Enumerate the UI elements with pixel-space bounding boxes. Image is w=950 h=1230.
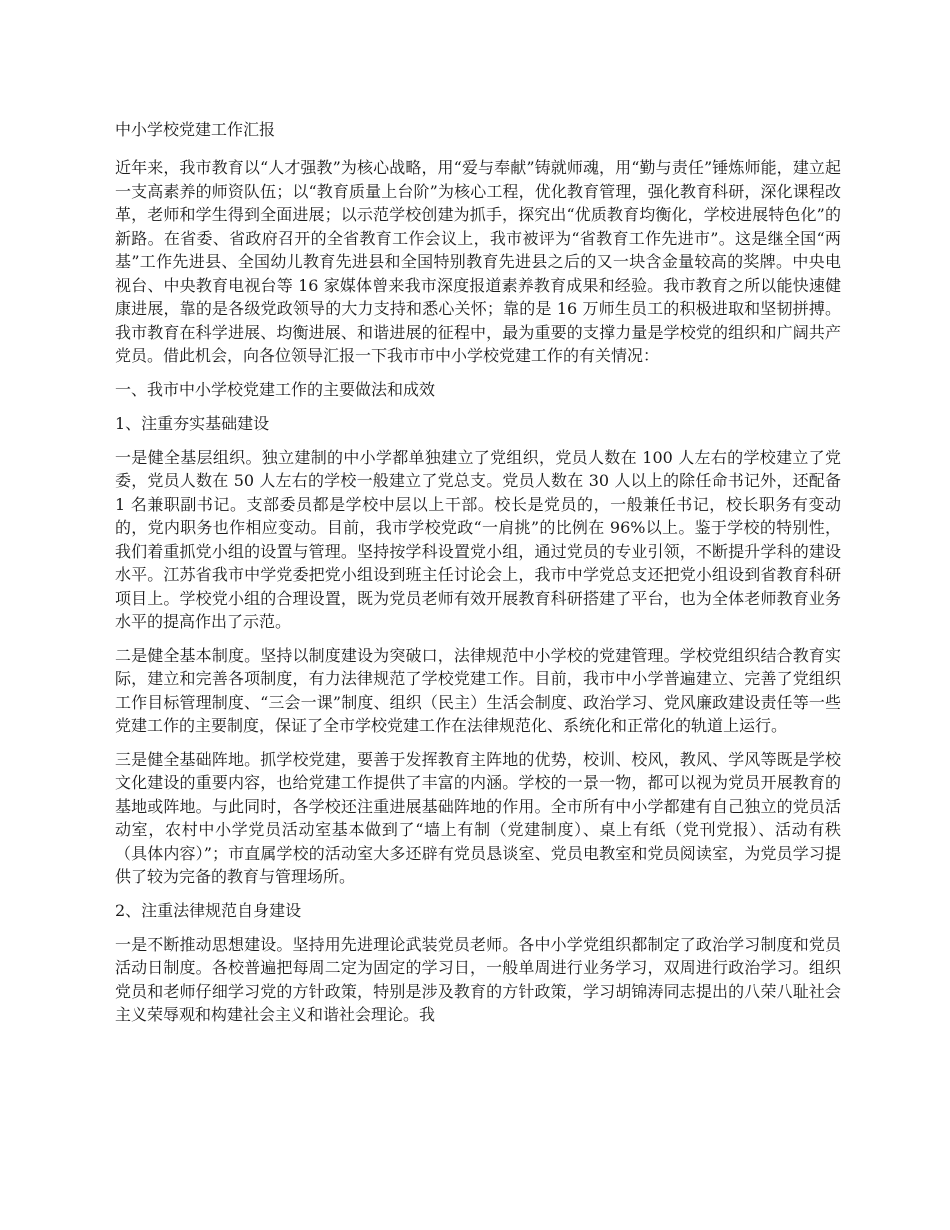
- intro-paragraph: 近年来，我市教育以“人才强教”为核心战略，用“爱与奉献”铸就师魂，用“勤与责任”锤炼师能，建立起一支高素养的师资队伍；以“教育质量上台阶”为核心工程，优化教育管理，强化教育科研，深化课程改革，老师和学生得到全面进展；以示范学校创建为抓手，探究出“优质教育均衡化，学校进展特色化”的新路。在省委、省政府召开的全省教育工作会议上，我市被评为“省教育工作先进市”。这是继全国“两基”工作先进县、全国幼儿教育先进县和全国特别教育先进县之后的又一块含金量较高的奖牌。中央电视台、中央教育电视台等 16 家媒体曾来我市深度报道素养教育成果和经验。我市教育之所以能快速健康进展，靠的是各级党政领导的大力支持和悉心关怀；靠的是 16 万师生员工的积极进取和坚韧拼搏。我市教育在科学进展、均衡进展、和谐进展的征程中，最为重要的支撑力量是学校党的组织和广阔共产党员。借此机会，向各位领导汇报一下我市市中小学校党建工作的有关情况：: [115, 158, 841, 365]
- document-page: [115, 118, 841, 1037]
- paragraph-ideological-building: 一是不断推动思想建设。坚持用先进理论武装党员老师。各中小学党组织都制定了政治学习制度和党员活动日制度。各校普遍把每周二定为固定的学习日，一般单周进行业务学习，双周进行政治学习。组织党员和老师仔细学习党的方针政策，特别是涉及教育的方针政策，学习胡锦涛同志提出的八荣八耻社会主义荣辱观和构建社会主义和谐社会理论。我: [115, 934, 841, 1024]
- document-title: 中小学校党建工作汇报: [115, 120, 276, 139]
- subsection-heading-2: 2、注重法律规范自身建设: [115, 900, 302, 920]
- paragraph-basic-organization: 一是健全基层组织。独立建制的中小学都单独建立了党组织，党员人数在 100 人左右的学校建立了党委，党员人数在 50 人左右的学校一般建立了党总支。党员人数在 30 人以上的除任命书记外，还配备 1 名兼职副书记。支部委员都是学校中层以上干部。校长是党员的，一般兼任书记，校长职务有变动的，党内职务也作相应变动。目前，我市学校党政“一肩挑”的比例在 96%以上。鉴于学校的特别性，我们着重抓党小组的设置与管理。坚持按学科设置党小组，通过党员的专业引领，不断提升学科的建设水平。江苏省我市中学党委把党小组设到班主任讨论会上，我市中学党总支还把党小组设到省教育科研项目上。学校党小组的合理设置，既为党员老师有效开展教育科研搭建了平台，也为全体老师教育业务水平的提高作出了示范。: [115, 447, 841, 631]
- subsection-heading-1: 1、注重夯实基础建设: [115, 413, 270, 433]
- section-heading-1: 一、我市中小学校党建工作的主要做法和成效: [115, 379, 436, 399]
- paragraph-basic-system: 二是健全基本制度。坚持以制度建设为突破口，法律规范中小学校的党建管理。学校党组织结合教育实际，建立和完善各项制度，有力法律规范了学校党建工作。目前，我市中小学普遍建立、完善了党组织工作目标管理制度、“三会一课”制度、组织（民主）生活会制度、政治学习、党风廉政建设责任等一些党建工作的主要制度，保证了全市学校党建工作在法律规范化、系统化和正常化的轨道上运行。: [115, 645, 841, 735]
- paragraph-basic-position: 三是健全基础阵地。抓学校党建，要善于发挥教育主阵地的优势，校训、校风，教风、学风等既是学校文化建设的重要内容，也给党建工作提供了丰富的内涵。学校的一景一物，都可以视为党员开展教育的基地或阵地。与此同时，各学校还注重进展基础阵地的作用。全市所有中小学都建有自己独立的党员活动室，农村中小学党员活动室基本做到了“墙上有制（党建制度）、桌上有纸（党刊党报）、活动有秩（具体内容）”；市直属学校的活动室大多还辟有党员恳谈室、党员电教室和党员阅读室，为党员学习提供了较为完备的教育与管理场所。: [115, 749, 841, 886]
